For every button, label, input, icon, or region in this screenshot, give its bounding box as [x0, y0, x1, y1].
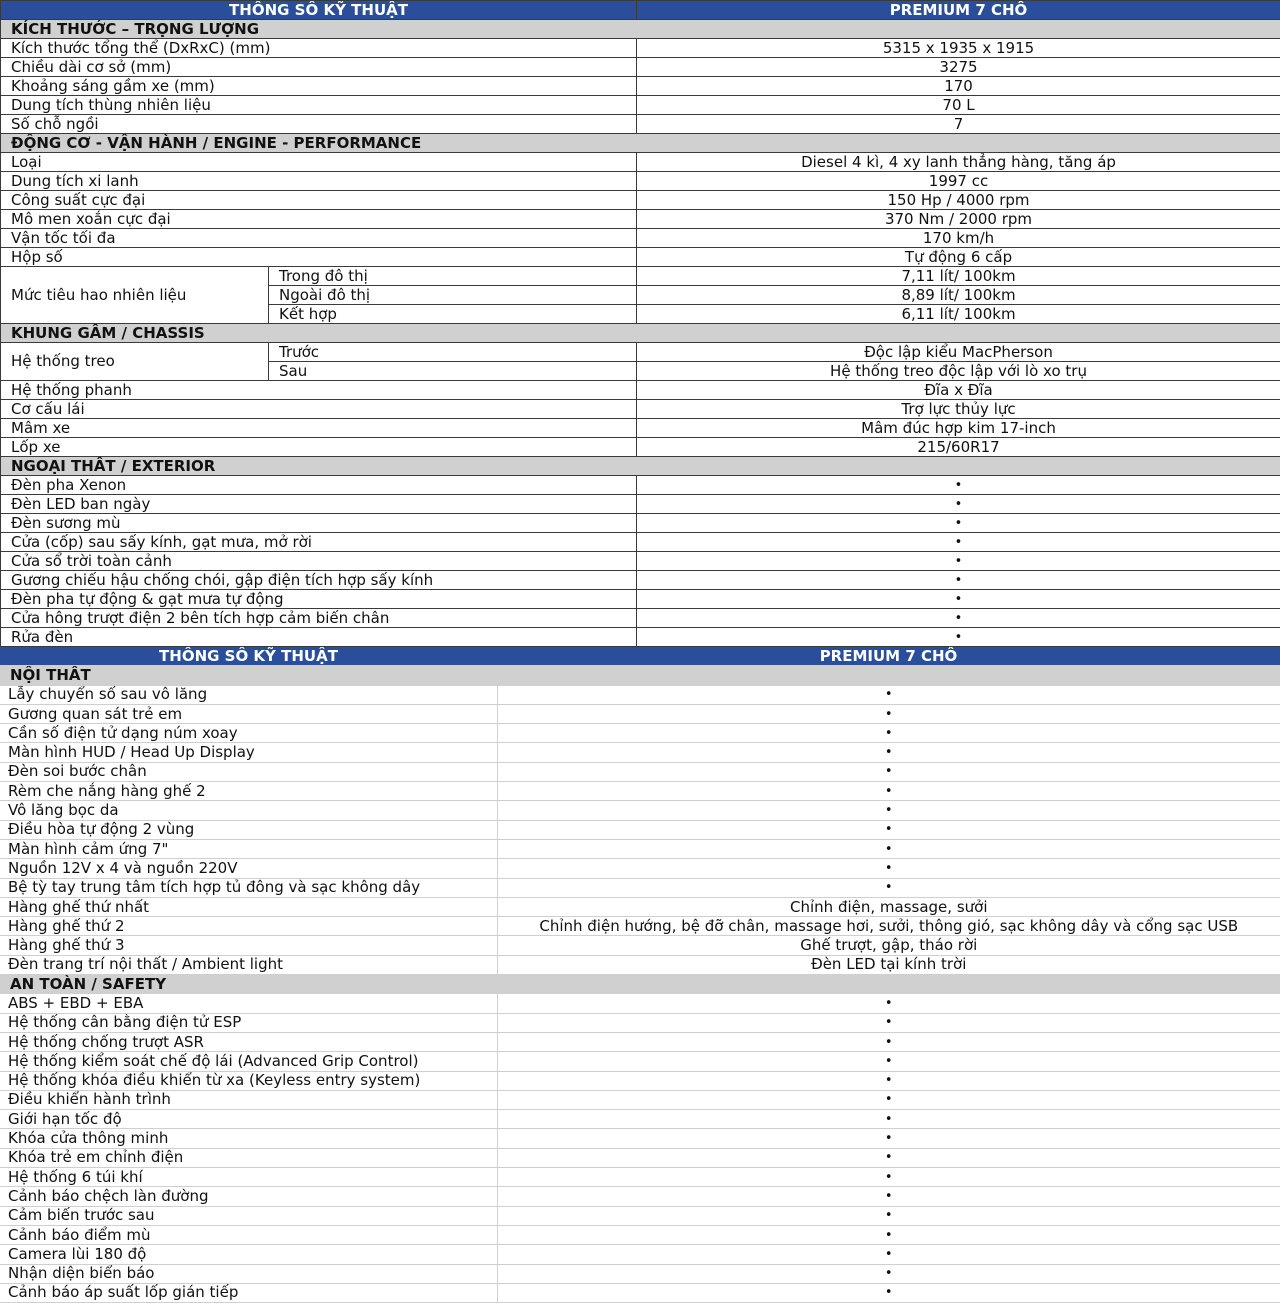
spec-label: Điều hòa tự động 2 vùng [0, 820, 497, 839]
table-row [1, 590, 1280, 609]
spec-label: Rửa đèn [1, 628, 637, 647]
spec-value: 170 km/h [637, 229, 1280, 248]
section-interior [0, 666, 1280, 685]
table-row [0, 1187, 1280, 1206]
table-row [0, 1264, 1280, 1283]
table-row [0, 801, 1280, 820]
feature-included-dot: • [637, 533, 1280, 552]
feature-included-dot: • [637, 590, 1280, 609]
table-row [0, 897, 1280, 916]
spec-sublabel: Trong đô thị [269, 267, 637, 286]
section-engine [1, 134, 1280, 153]
spec-value: Ghế trượt, gập, tháo rời [497, 936, 1280, 955]
table-row [0, 782, 1280, 801]
section-dimensions [1, 20, 1280, 39]
spec-label: Dung tích thùng nhiên liệu [1, 96, 637, 115]
table-row [0, 839, 1280, 858]
table-row [0, 955, 1280, 974]
feature-included-dot: • [497, 1071, 1280, 1090]
table-header [0, 647, 1280, 666]
feature-included-dot: • [497, 1052, 1280, 1071]
spec-label: Hệ thống kiểm soát chế độ lái (Advanced Grip Control) [0, 1052, 497, 1071]
spec-label: Gương chiếu hậu chống chói, gập điện tích hợp sấy kính [1, 571, 637, 590]
table-row [0, 762, 1280, 781]
spec-value: Tự động 6 cấp [637, 248, 1280, 267]
table-row [1, 210, 1280, 229]
spec-label: Cảnh báo điểm mù [0, 1225, 497, 1244]
table-row [0, 1110, 1280, 1129]
table-row [1, 153, 1280, 172]
spec-label: Cảnh báo áp suất lốp gián tiếp [0, 1283, 497, 1302]
table-row [1, 77, 1280, 96]
spec-label: Màn hình HUD / Head Up Display [0, 743, 497, 762]
spec-label: Gương quan sát trẻ em [0, 704, 497, 723]
section-exterior [1, 457, 1280, 476]
group-label: Mức tiêu hao nhiên liệu [1, 267, 269, 324]
spec-label: Hàng ghế thứ 3 [0, 936, 497, 955]
spec-label: Khoảng sáng gầm xe (mm) [1, 77, 637, 96]
feature-included-dot: • [497, 859, 1280, 878]
table-row [0, 1129, 1280, 1148]
table-row [0, 1090, 1280, 1109]
feature-included-dot: • [497, 743, 1280, 762]
feature-included-dot: • [637, 628, 1280, 647]
table-row [0, 936, 1280, 955]
spec-label: Đèn soi bước chân [0, 762, 497, 781]
spec-sublabel: Sau [269, 362, 637, 381]
spec-sublabel: Ngoài đô thị [269, 286, 637, 305]
spec-label: Cửa sổ trời toàn cảnh [1, 552, 637, 571]
spec-label: Hệ thống chống trượt ASR [0, 1032, 497, 1051]
table-row [1, 609, 1280, 628]
spec-label: Hệ thống khóa điều khiển từ xa (Keyless entry system) [0, 1071, 497, 1090]
feature-included-dot: • [497, 1264, 1280, 1283]
feature-included-dot: • [497, 685, 1280, 704]
spec-value: Đĩa x Đĩa [637, 381, 1280, 400]
table-row [1, 248, 1280, 267]
spec-label: Kích thước tổng thể (DxRxC) (mm) [1, 39, 637, 58]
spec-label: Đèn trang trí nội thất / Ambient light [0, 955, 497, 974]
table-row [0, 1225, 1280, 1244]
feature-included-dot: • [497, 782, 1280, 801]
header-spec: THÔNG SỐ KỸ THUẬT [0, 647, 497, 666]
feature-included-dot: • [497, 1225, 1280, 1244]
feature-included-dot: • [497, 1110, 1280, 1129]
feature-included-dot: • [497, 1283, 1280, 1302]
spec-value: 370 Nm / 2000 rpm [637, 210, 1280, 229]
table-row [1, 115, 1280, 134]
table-row [0, 878, 1280, 897]
spec-table-2 [0, 647, 1280, 1303]
section-title: AN TOÀN / SAFETY [0, 975, 1280, 994]
header-model: PREMIUM 7 CHỖ [637, 1, 1280, 20]
table-row [1, 495, 1280, 514]
spec-value: Độc lập kiểu MacPherson [637, 343, 1280, 362]
spec-sublabel: Kết hợp [269, 305, 637, 324]
table-row [1, 438, 1280, 457]
spec-label: Đèn pha tự động & gạt mưa tự động [1, 590, 637, 609]
spec-label: ABS + EBD + EBA [0, 994, 497, 1013]
spec-label: Cơ cấu lái [1, 400, 637, 419]
feature-included-dot: • [637, 495, 1280, 514]
table-row [0, 1206, 1280, 1225]
spec-label: Lẫy chuyển số sau vô lăng [0, 685, 497, 704]
table-row [1, 571, 1280, 590]
spec-label: Dung tích xi lanh [1, 172, 637, 191]
spec-label: Giới hạn tốc độ [0, 1110, 497, 1129]
spec-value: 8,89 lít/ 100km [637, 286, 1280, 305]
feature-included-dot: • [497, 994, 1280, 1013]
feature-included-dot: • [497, 1090, 1280, 1109]
feature-included-dot: • [637, 571, 1280, 590]
section-title: NỘI THẤT [0, 666, 1280, 685]
spec-label: Khóa cửa thông minh [0, 1129, 497, 1148]
table-row [0, 820, 1280, 839]
table-row [1, 191, 1280, 210]
spec-value: 7 [637, 115, 1280, 134]
table-row [0, 704, 1280, 723]
table-row [0, 724, 1280, 743]
feature-included-dot: • [497, 1187, 1280, 1206]
table-row [0, 1052, 1280, 1071]
table-row [1, 58, 1280, 77]
spec-label: Đèn sương mù [1, 514, 637, 533]
table-row [1, 552, 1280, 571]
feature-included-dot: • [497, 762, 1280, 781]
feature-included-dot: • [497, 1206, 1280, 1225]
spec-label: Đèn LED ban ngày [1, 495, 637, 514]
feature-included-dot: • [497, 1168, 1280, 1187]
spec-label: Nhận diện biển báo [0, 1264, 497, 1283]
spec-label: Camera lùi 180 độ [0, 1245, 497, 1264]
header-model: PREMIUM 7 CHỖ [497, 647, 1280, 666]
table-row [1, 39, 1280, 58]
spec-label: Đèn pha Xenon [1, 476, 637, 495]
section-title: KHUNG GẦM / CHASSIS [1, 324, 1280, 343]
table-row [0, 917, 1280, 936]
spec-label: Công suất cực đại [1, 191, 637, 210]
table-row [0, 685, 1280, 704]
spec-value: Chỉnh điện, massage, sưởi [497, 897, 1280, 916]
spec-label: Vận tốc tối đa [1, 229, 637, 248]
table-row [1, 96, 1280, 115]
section-title: ĐỘNG CƠ - VẬN HÀNH / ENGINE - PERFORMANCE [1, 134, 1280, 153]
spec-label: Điều khiển hành trình [0, 1090, 497, 1109]
spec-value: Chỉnh điện hướng, bệ đỡ chân, massage hơi, sưởi, thông gió, sạc không dây và cổng sạc USB [497, 917, 1280, 936]
table-row [1, 476, 1280, 495]
spec-label: Số chỗ ngồi [1, 115, 637, 134]
feature-included-dot: • [497, 1129, 1280, 1148]
feature-included-dot: • [497, 820, 1280, 839]
spec-sublabel: Trước [269, 343, 637, 362]
spec-label: Cảm biến trước sau [0, 1206, 497, 1225]
spec-label: Hàng ghế thứ nhất [0, 897, 497, 916]
spec-value: Hệ thống treo độc lập với lò xo trụ [637, 362, 1280, 381]
feature-included-dot: • [637, 514, 1280, 533]
header-spec: THÔNG SỐ KỸ THUẬT [1, 1, 637, 20]
spec-value: Trợ lực thủy lực [637, 400, 1280, 419]
table-row [0, 1168, 1280, 1187]
feature-included-dot: • [497, 801, 1280, 820]
feature-included-dot: • [497, 1032, 1280, 1051]
spec-label: Hệ thống phanh [1, 381, 637, 400]
spec-label: Cảnh báo chệch làn đường [0, 1187, 497, 1206]
table-row [1, 172, 1280, 191]
spec-value: 3275 [637, 58, 1280, 77]
spec-value: 70 L [637, 96, 1280, 115]
spec-label: Cửa hông trượt điện 2 bên tích hợp cảm biến chân [1, 609, 637, 628]
spec-value: 5315 x 1935 x 1915 [637, 39, 1280, 58]
table-row [1, 628, 1280, 647]
spec-label: Bệ tỳ tay trung tâm tích hợp tủ đông và sạc không dây [0, 878, 497, 897]
table-row [1, 229, 1280, 248]
group-label: Hệ thống treo [1, 343, 269, 381]
feature-included-dot: • [497, 839, 1280, 858]
section-safety [0, 975, 1280, 994]
feature-included-dot: • [497, 724, 1280, 743]
feature-included-dot: • [637, 552, 1280, 571]
table-row [1, 533, 1280, 552]
spec-value: Diesel 4 kì, 4 xy lanh thẳng hàng, tăng áp [637, 153, 1280, 172]
table-row [1, 419, 1280, 438]
spec-label: Cần số điện tử dạng núm xoay [0, 724, 497, 743]
feature-included-dot: • [497, 1013, 1280, 1032]
table-row [1, 381, 1280, 400]
table-row [1, 267, 1280, 286]
table-row [0, 1013, 1280, 1032]
spec-label: Lốp xe [1, 438, 637, 457]
feature-included-dot: • [497, 1148, 1280, 1167]
spec-label: Hệ thống 6 túi khí [0, 1168, 497, 1187]
table-row [0, 1071, 1280, 1090]
table-row [0, 1148, 1280, 1167]
spec-table-1 [0, 0, 1280, 647]
section-title: KÍCH THƯỚC – TRỌNG LƯỢNG [1, 20, 1280, 39]
spec-value: 170 [637, 77, 1280, 96]
spec-label: Màn hình cảm ứng 7" [0, 839, 497, 858]
table-row [0, 1032, 1280, 1051]
spec-label: Cửa (cốp) sau sấy kính, gạt mưa, mở rời [1, 533, 637, 552]
section-title: NGOẠI THẤT / EXTERIOR [1, 457, 1280, 476]
table-row [0, 994, 1280, 1013]
table-header [1, 1, 1280, 20]
feature-included-dot: • [637, 609, 1280, 628]
spec-value: 150 Hp / 4000 rpm [637, 191, 1280, 210]
spec-label: Khóa trẻ em chỉnh điện [0, 1148, 497, 1167]
table-row [1, 343, 1280, 362]
table-row [0, 743, 1280, 762]
table-row [1, 514, 1280, 533]
feature-included-dot: • [637, 476, 1280, 495]
spec-label: Hàng ghế thứ 2 [0, 917, 497, 936]
spec-value: Đèn LED tại kính trời [497, 955, 1280, 974]
table-row [0, 859, 1280, 878]
feature-included-dot: • [497, 704, 1280, 723]
spec-value: 215/60R17 [637, 438, 1280, 457]
spec-value: Mâm đúc hợp kim 17-inch [637, 419, 1280, 438]
spec-label: Nguồn 12V x 4 và nguồn 220V [0, 859, 497, 878]
spec-label: Rèm che nắng hàng ghế 2 [0, 782, 497, 801]
spec-label: Mâm xe [1, 419, 637, 438]
spec-value: 7,11 lít/ 100km [637, 267, 1280, 286]
spec-label: Chiều dài cơ sở (mm) [1, 58, 637, 77]
spec-label: Loại [1, 153, 637, 172]
section-chassis [1, 324, 1280, 343]
feature-included-dot: • [497, 1245, 1280, 1264]
table-row [0, 1245, 1280, 1264]
table-row [1, 400, 1280, 419]
spec-value: 6,11 lít/ 100km [637, 305, 1280, 324]
spec-label: Hệ thống cân bằng điện tử ESP [0, 1013, 497, 1032]
spec-value: 1997 cc [637, 172, 1280, 191]
spec-label: Mô men xoắn cực đại [1, 210, 637, 229]
spec-label: Hộp số [1, 248, 637, 267]
spec-label: Vô lăng bọc da [0, 801, 497, 820]
feature-included-dot: • [497, 878, 1280, 897]
